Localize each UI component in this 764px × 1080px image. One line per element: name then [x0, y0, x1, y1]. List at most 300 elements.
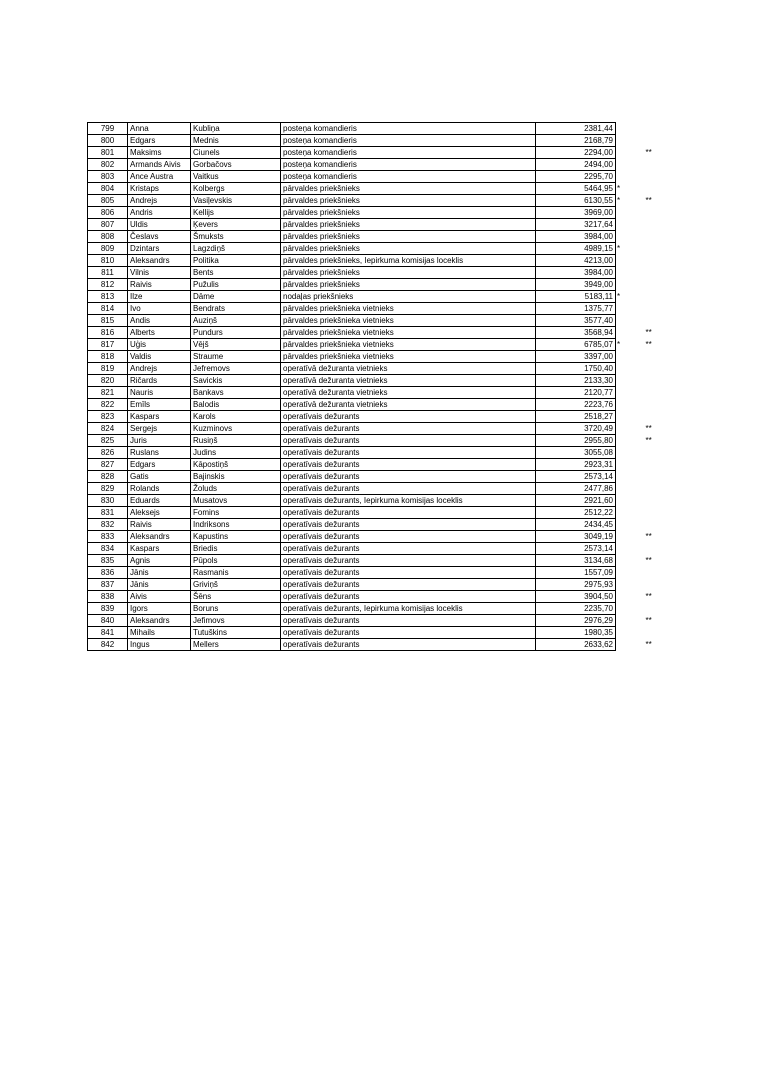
table-row [88, 519, 666, 531]
row-number-cell: 822 [88, 399, 128, 411]
mark-double-cell [626, 603, 666, 615]
first-name-cell: Mihails [128, 627, 191, 639]
row-number-cell: 820 [88, 375, 128, 387]
amount-cell: 2477,86 [536, 483, 616, 495]
row-number-cell: 832 [88, 519, 128, 531]
first-name-cell: Aleksandrs [128, 255, 191, 267]
position-cell: posteņa komandieris [281, 171, 536, 183]
row-number-cell: 801 [88, 147, 128, 159]
last-name-cell: Balodis [191, 399, 281, 411]
mark-single-cell: * [617, 292, 621, 301]
mark-double-cell [626, 303, 666, 315]
position-cell: operatīvais dežurants [281, 567, 536, 579]
table-row [88, 411, 666, 423]
last-name-cell: Mellers [191, 639, 281, 651]
amount-cell: 2573,14 [536, 471, 616, 483]
position-cell: operatīvā dežuranta vietnieks [281, 387, 536, 399]
table-row [88, 399, 666, 411]
first-name-cell: Nauris [128, 387, 191, 399]
amount-cell: 3577,40 [536, 315, 616, 327]
mark-double-cell [626, 255, 666, 267]
mark-double-cell [626, 351, 666, 363]
table-row [88, 291, 666, 303]
amount-cell: 3904,50 [536, 591, 616, 603]
row-number-cell: 811 [88, 267, 128, 279]
position-cell: operatīvais dežurants [281, 459, 536, 471]
first-name-cell: Andrejs [128, 363, 191, 375]
mark-double-cell: ** [645, 340, 652, 349]
position-cell: operatīvais dežurants [281, 411, 536, 423]
table-row [88, 531, 666, 543]
amount-cell: 2294,00 [536, 147, 616, 159]
row-number-cell: 838 [88, 591, 128, 603]
amount-cell: 1980,35 [536, 627, 616, 639]
mark-double-cell [626, 507, 666, 519]
first-name-cell: Aivis [128, 591, 191, 603]
mark-single-cell [616, 123, 626, 135]
amount-cell: 6130,55 [536, 195, 616, 207]
position-cell: operatīvais dežurants [281, 471, 536, 483]
row-number-cell: 815 [88, 315, 128, 327]
first-name-cell: Raivis [128, 519, 191, 531]
row-number-cell: 829 [88, 483, 128, 495]
first-name-cell: Dzintars [128, 243, 191, 255]
position-cell: operatīvais dežurants [281, 423, 536, 435]
position-cell: pārvaldes priekšnieka vietnieks [281, 351, 536, 363]
first-name-cell: Agnis [128, 555, 191, 567]
mark-single-cell [616, 591, 626, 603]
table-row [88, 183, 666, 195]
position-cell: operatīvais dežurants [281, 519, 536, 531]
last-name-cell: Kubliņa [191, 123, 281, 135]
last-name-cell: Bajinskis [191, 471, 281, 483]
table-row [88, 123, 666, 135]
mark-double-cell [626, 627, 666, 639]
last-name-cell: Vaitkus [191, 171, 281, 183]
table-row [88, 219, 666, 231]
table-row [88, 507, 666, 519]
mark-single-cell [616, 351, 626, 363]
mark-double-cell [626, 231, 666, 243]
last-name-cell: Kuzminovs [191, 423, 281, 435]
row-number-cell: 825 [88, 435, 128, 447]
mark-double-cell [626, 291, 666, 303]
amount-cell: 3720,49 [536, 423, 616, 435]
position-cell: posteņa komandieris [281, 147, 536, 159]
last-name-cell: Pūpols [191, 555, 281, 567]
first-name-cell: Aleksejs [128, 507, 191, 519]
first-name-cell: Valdis [128, 351, 191, 363]
last-name-cell: Fomins [191, 507, 281, 519]
position-cell: operatīvā dežuranta vietnieks [281, 363, 536, 375]
position-cell: pārvaldes priekšnieks [281, 219, 536, 231]
mark-single-cell [616, 327, 626, 339]
position-cell: pārvaldes priekšnieks [281, 231, 536, 243]
amount-cell: 2120,77 [536, 387, 616, 399]
mark-double-cell [626, 207, 666, 219]
table-row [88, 591, 666, 603]
amount-cell: 3134,68 [536, 555, 616, 567]
table-row [88, 471, 666, 483]
mark-double-cell [626, 171, 666, 183]
last-name-cell: Jefimovs [191, 615, 281, 627]
mark-single-cell: * [617, 196, 621, 205]
row-number-cell: 803 [88, 171, 128, 183]
row-number-cell: 821 [88, 387, 128, 399]
position-cell: operatīvais dežurants [281, 615, 536, 627]
mark-single-cell [616, 447, 626, 459]
row-number-cell: 839 [88, 603, 128, 615]
last-name-cell: Auziņš [191, 315, 281, 327]
mark-single-cell [616, 555, 626, 567]
mark-single-cell [616, 303, 626, 315]
last-name-cell: Ciunels [191, 147, 281, 159]
mark-single-cell [616, 615, 626, 627]
position-cell: operatīvais dežurants [281, 627, 536, 639]
last-name-cell: Lagzdiņš [191, 243, 281, 255]
row-number-cell: 818 [88, 351, 128, 363]
position-cell: operatīvais dežurants [281, 531, 536, 543]
position-cell: operatīvais dežurants [281, 447, 536, 459]
row-number-cell: 809 [88, 243, 128, 255]
amount-cell: 2518,27 [536, 411, 616, 423]
amount-cell: 5183,11 [536, 291, 616, 303]
table-row [88, 267, 666, 279]
table-row [88, 339, 666, 351]
last-name-cell: Bents [191, 267, 281, 279]
table-row [88, 459, 666, 471]
amount-cell: 2381,44 [536, 123, 616, 135]
amount-cell: 2633,62 [536, 639, 616, 651]
row-number-cell: 805 [88, 195, 128, 207]
mark-single-cell: * [617, 244, 621, 253]
position-cell: pārvaldes priekšnieks [281, 279, 536, 291]
position-cell: operatīvais dežurants [281, 591, 536, 603]
row-number-cell: 842 [88, 639, 128, 651]
mark-double-cell [626, 159, 666, 171]
position-cell: pārvaldes priekšnieks [281, 243, 536, 255]
amount-cell: 1375,77 [536, 303, 616, 315]
table-row [88, 159, 666, 171]
table-row [88, 303, 666, 315]
table-row [88, 195, 666, 207]
mark-double-cell: ** [645, 424, 652, 433]
last-name-cell: Indriksons [191, 519, 281, 531]
mark-single-cell [616, 231, 626, 243]
row-number-cell: 835 [88, 555, 128, 567]
table-row [88, 435, 666, 447]
amount-cell: 4213,00 [536, 255, 616, 267]
last-name-cell: Dāme [191, 291, 281, 303]
first-name-cell: Kristaps [128, 183, 191, 195]
row-number-cell: 817 [88, 339, 128, 351]
row-number-cell: 826 [88, 447, 128, 459]
position-cell: operatīvais dežurants, Iepirkuma komisijas loceklis [281, 603, 536, 615]
table-row [88, 351, 666, 363]
last-name-cell: Gorbačovs [191, 159, 281, 171]
last-name-cell: Kāpostiņš [191, 459, 281, 471]
position-cell: pārvaldes priekšnieka vietnieks [281, 303, 536, 315]
table-row [88, 567, 666, 579]
first-name-cell: Rolands [128, 483, 191, 495]
amount-cell: 3969,00 [536, 207, 616, 219]
table-row [88, 543, 666, 555]
amount-cell: 3984,00 [536, 267, 616, 279]
mark-single-cell [616, 279, 626, 291]
mark-single-cell [616, 507, 626, 519]
amount-cell: 3949,00 [536, 279, 616, 291]
last-name-cell: Tutuškins [191, 627, 281, 639]
last-name-cell: Ķevers [191, 219, 281, 231]
last-name-cell: Šēns [191, 591, 281, 603]
mark-single-cell [616, 219, 626, 231]
mark-single-cell [616, 147, 626, 159]
table-body [88, 123, 666, 651]
table-row [88, 639, 666, 651]
table-row [88, 135, 666, 147]
mark-double-cell: ** [645, 532, 652, 541]
first-name-cell: Jānis [128, 579, 191, 591]
amount-cell: 5464,95 [536, 183, 616, 195]
mark-single-cell [616, 639, 626, 651]
amount-cell: 1750,40 [536, 363, 616, 375]
mark-double-cell [626, 543, 666, 555]
position-cell: pārvaldes priekšnieks [281, 207, 536, 219]
mark-double-cell [626, 219, 666, 231]
amount-cell: 2295,70 [536, 171, 616, 183]
last-name-cell: Pužulis [191, 279, 281, 291]
position-cell: operatīvais dežurants [281, 579, 536, 591]
last-name-cell: Straume [191, 351, 281, 363]
amount-cell: 2494,00 [536, 159, 616, 171]
row-number-cell: 808 [88, 231, 128, 243]
row-number-cell: 804 [88, 183, 128, 195]
mark-single-cell [616, 375, 626, 387]
last-name-cell: Vējš [191, 339, 281, 351]
mark-double-cell [626, 411, 666, 423]
amount-cell: 2512,22 [536, 507, 616, 519]
position-cell: pārvaldes priekšnieks [281, 267, 536, 279]
table-row [88, 279, 666, 291]
mark-single-cell [616, 435, 626, 447]
first-name-cell: Ilze [128, 291, 191, 303]
mark-single-cell [616, 627, 626, 639]
mark-single-cell [616, 579, 626, 591]
first-name-cell: Raivis [128, 279, 191, 291]
mark-double-cell [626, 123, 666, 135]
row-number-cell: 810 [88, 255, 128, 267]
table-row [88, 495, 666, 507]
row-number-cell: 828 [88, 471, 128, 483]
table-row [88, 603, 666, 615]
mark-double-cell: ** [645, 328, 652, 337]
last-name-cell: Karols [191, 411, 281, 423]
amount-cell: 2573,14 [536, 543, 616, 555]
row-number-cell: 831 [88, 507, 128, 519]
mark-single-cell [616, 171, 626, 183]
mark-single-cell [616, 531, 626, 543]
first-name-cell: Ruslans [128, 447, 191, 459]
last-name-cell: Politika [191, 255, 281, 267]
first-name-cell: Igors [128, 603, 191, 615]
mark-single-cell [616, 471, 626, 483]
mark-double-cell: ** [645, 556, 652, 565]
first-name-cell: Vilnis [128, 267, 191, 279]
table-row [88, 207, 666, 219]
mark-single-cell [616, 267, 626, 279]
first-name-cell: Eduards [128, 495, 191, 507]
row-number-cell: 834 [88, 543, 128, 555]
table-row [88, 363, 666, 375]
mark-double-cell [626, 279, 666, 291]
amount-cell: 2975,93 [536, 579, 616, 591]
position-cell: operatīvā dežuranta vietnieks [281, 399, 536, 411]
position-cell: operatīvais dežurants [281, 639, 536, 651]
position-cell: operatīvais dežurants [281, 435, 536, 447]
mark-double-cell [626, 375, 666, 387]
amount-cell: 4989,15 [536, 243, 616, 255]
mark-single-cell [616, 519, 626, 531]
table-row [88, 423, 666, 435]
last-name-cell: Mednis [191, 135, 281, 147]
first-name-cell: Gatis [128, 471, 191, 483]
first-name-cell: Andris [128, 207, 191, 219]
first-name-cell: Uģis [128, 339, 191, 351]
mark-double-cell: ** [645, 148, 652, 157]
position-cell: operatīvā dežuranta vietnieks [281, 375, 536, 387]
first-name-cell: Sergejs [128, 423, 191, 435]
mark-single-cell [616, 255, 626, 267]
last-name-cell: Kellijs [191, 207, 281, 219]
mark-single-cell [616, 567, 626, 579]
first-name-cell: Ance Austra [128, 171, 191, 183]
mark-double-cell [626, 447, 666, 459]
row-number-cell: 802 [88, 159, 128, 171]
mark-double-cell: ** [645, 616, 652, 625]
position-cell: nodaļas priekšnieks [281, 291, 536, 303]
first-name-cell: Ričards [128, 375, 191, 387]
table-row [88, 147, 666, 159]
row-number-cell: 812 [88, 279, 128, 291]
row-number-cell: 816 [88, 327, 128, 339]
amount-cell: 2168,79 [536, 135, 616, 147]
table-row [88, 375, 666, 387]
mark-single-cell [616, 495, 626, 507]
row-number-cell: 830 [88, 495, 128, 507]
mark-double-cell: ** [645, 436, 652, 445]
mark-double-cell: ** [645, 592, 652, 601]
table-row [88, 627, 666, 639]
first-name-cell: Česlavs [128, 231, 191, 243]
first-name-cell: Juris [128, 435, 191, 447]
mark-double-cell [626, 135, 666, 147]
mark-single-cell [616, 387, 626, 399]
table-row [88, 555, 666, 567]
last-name-cell: Rusiņš [191, 435, 281, 447]
row-number-cell: 800 [88, 135, 128, 147]
salary-table [87, 122, 666, 651]
first-name-cell: Edgars [128, 135, 191, 147]
table-row [88, 327, 666, 339]
amount-cell: 2235,70 [536, 603, 616, 615]
last-name-cell: Savickis [191, 375, 281, 387]
mark-single-cell [616, 543, 626, 555]
table-row [88, 171, 666, 183]
row-number-cell: 819 [88, 363, 128, 375]
mark-double-cell [626, 495, 666, 507]
first-name-cell: Aleksandrs [128, 615, 191, 627]
row-number-cell: 840 [88, 615, 128, 627]
amount-cell: 2955,80 [536, 435, 616, 447]
amount-cell: 2434,45 [536, 519, 616, 531]
mark-single-cell [616, 315, 626, 327]
table-row [88, 483, 666, 495]
position-cell: operatīvais dežurants [281, 555, 536, 567]
mark-single-cell [616, 363, 626, 375]
last-name-cell: Musatovs [191, 495, 281, 507]
first-name-cell: Alberts [128, 327, 191, 339]
amount-cell: 3217,64 [536, 219, 616, 231]
mark-double-cell [626, 579, 666, 591]
last-name-cell: Žoluds [191, 483, 281, 495]
mark-double-cell [626, 471, 666, 483]
first-name-cell: Maksims [128, 147, 191, 159]
amount-cell: 2133,30 [536, 375, 616, 387]
table-row [88, 387, 666, 399]
mark-double-cell: ** [645, 640, 652, 649]
table-row [88, 579, 666, 591]
table-row [88, 255, 666, 267]
mark-double-cell [626, 567, 666, 579]
mark-double-cell [626, 363, 666, 375]
row-number-cell: 827 [88, 459, 128, 471]
mark-single-cell [616, 411, 626, 423]
mark-single-cell [616, 399, 626, 411]
last-name-cell: Pundurs [191, 327, 281, 339]
first-name-cell: Emīls [128, 399, 191, 411]
first-name-cell: Anna [128, 123, 191, 135]
table-row [88, 615, 666, 627]
mark-double-cell [626, 399, 666, 411]
row-number-cell: 823 [88, 411, 128, 423]
table-row [88, 231, 666, 243]
position-cell: pārvaldes priekšnieks [281, 195, 536, 207]
last-name-cell: Boruns [191, 603, 281, 615]
amount-cell: 2976,29 [536, 615, 616, 627]
first-name-cell: Ingus [128, 639, 191, 651]
mark-single-cell: * [617, 184, 621, 193]
mark-single-cell [616, 207, 626, 219]
mark-single-cell [616, 423, 626, 435]
last-name-cell: Griviņš [191, 579, 281, 591]
mark-double-cell [626, 519, 666, 531]
amount-cell: 3049,19 [536, 531, 616, 543]
position-cell: pārvaldes priekšnieks [281, 183, 536, 195]
row-number-cell: 841 [88, 627, 128, 639]
mark-double-cell [626, 183, 666, 195]
mark-double-cell: ** [645, 196, 652, 205]
first-name-cell: Armands Aivis [128, 159, 191, 171]
row-number-cell: 813 [88, 291, 128, 303]
last-name-cell: Briedis [191, 543, 281, 555]
amount-cell: 2921,60 [536, 495, 616, 507]
position-cell: pārvaldes priekšnieka vietnieks [281, 315, 536, 327]
amount-cell: 1557,09 [536, 567, 616, 579]
row-number-cell: 833 [88, 531, 128, 543]
last-name-cell: Jefremovs [191, 363, 281, 375]
position-cell: operatīvais dežurants, Iepirkuma komisijas loceklis [281, 495, 536, 507]
position-cell: posteņa komandieris [281, 123, 536, 135]
